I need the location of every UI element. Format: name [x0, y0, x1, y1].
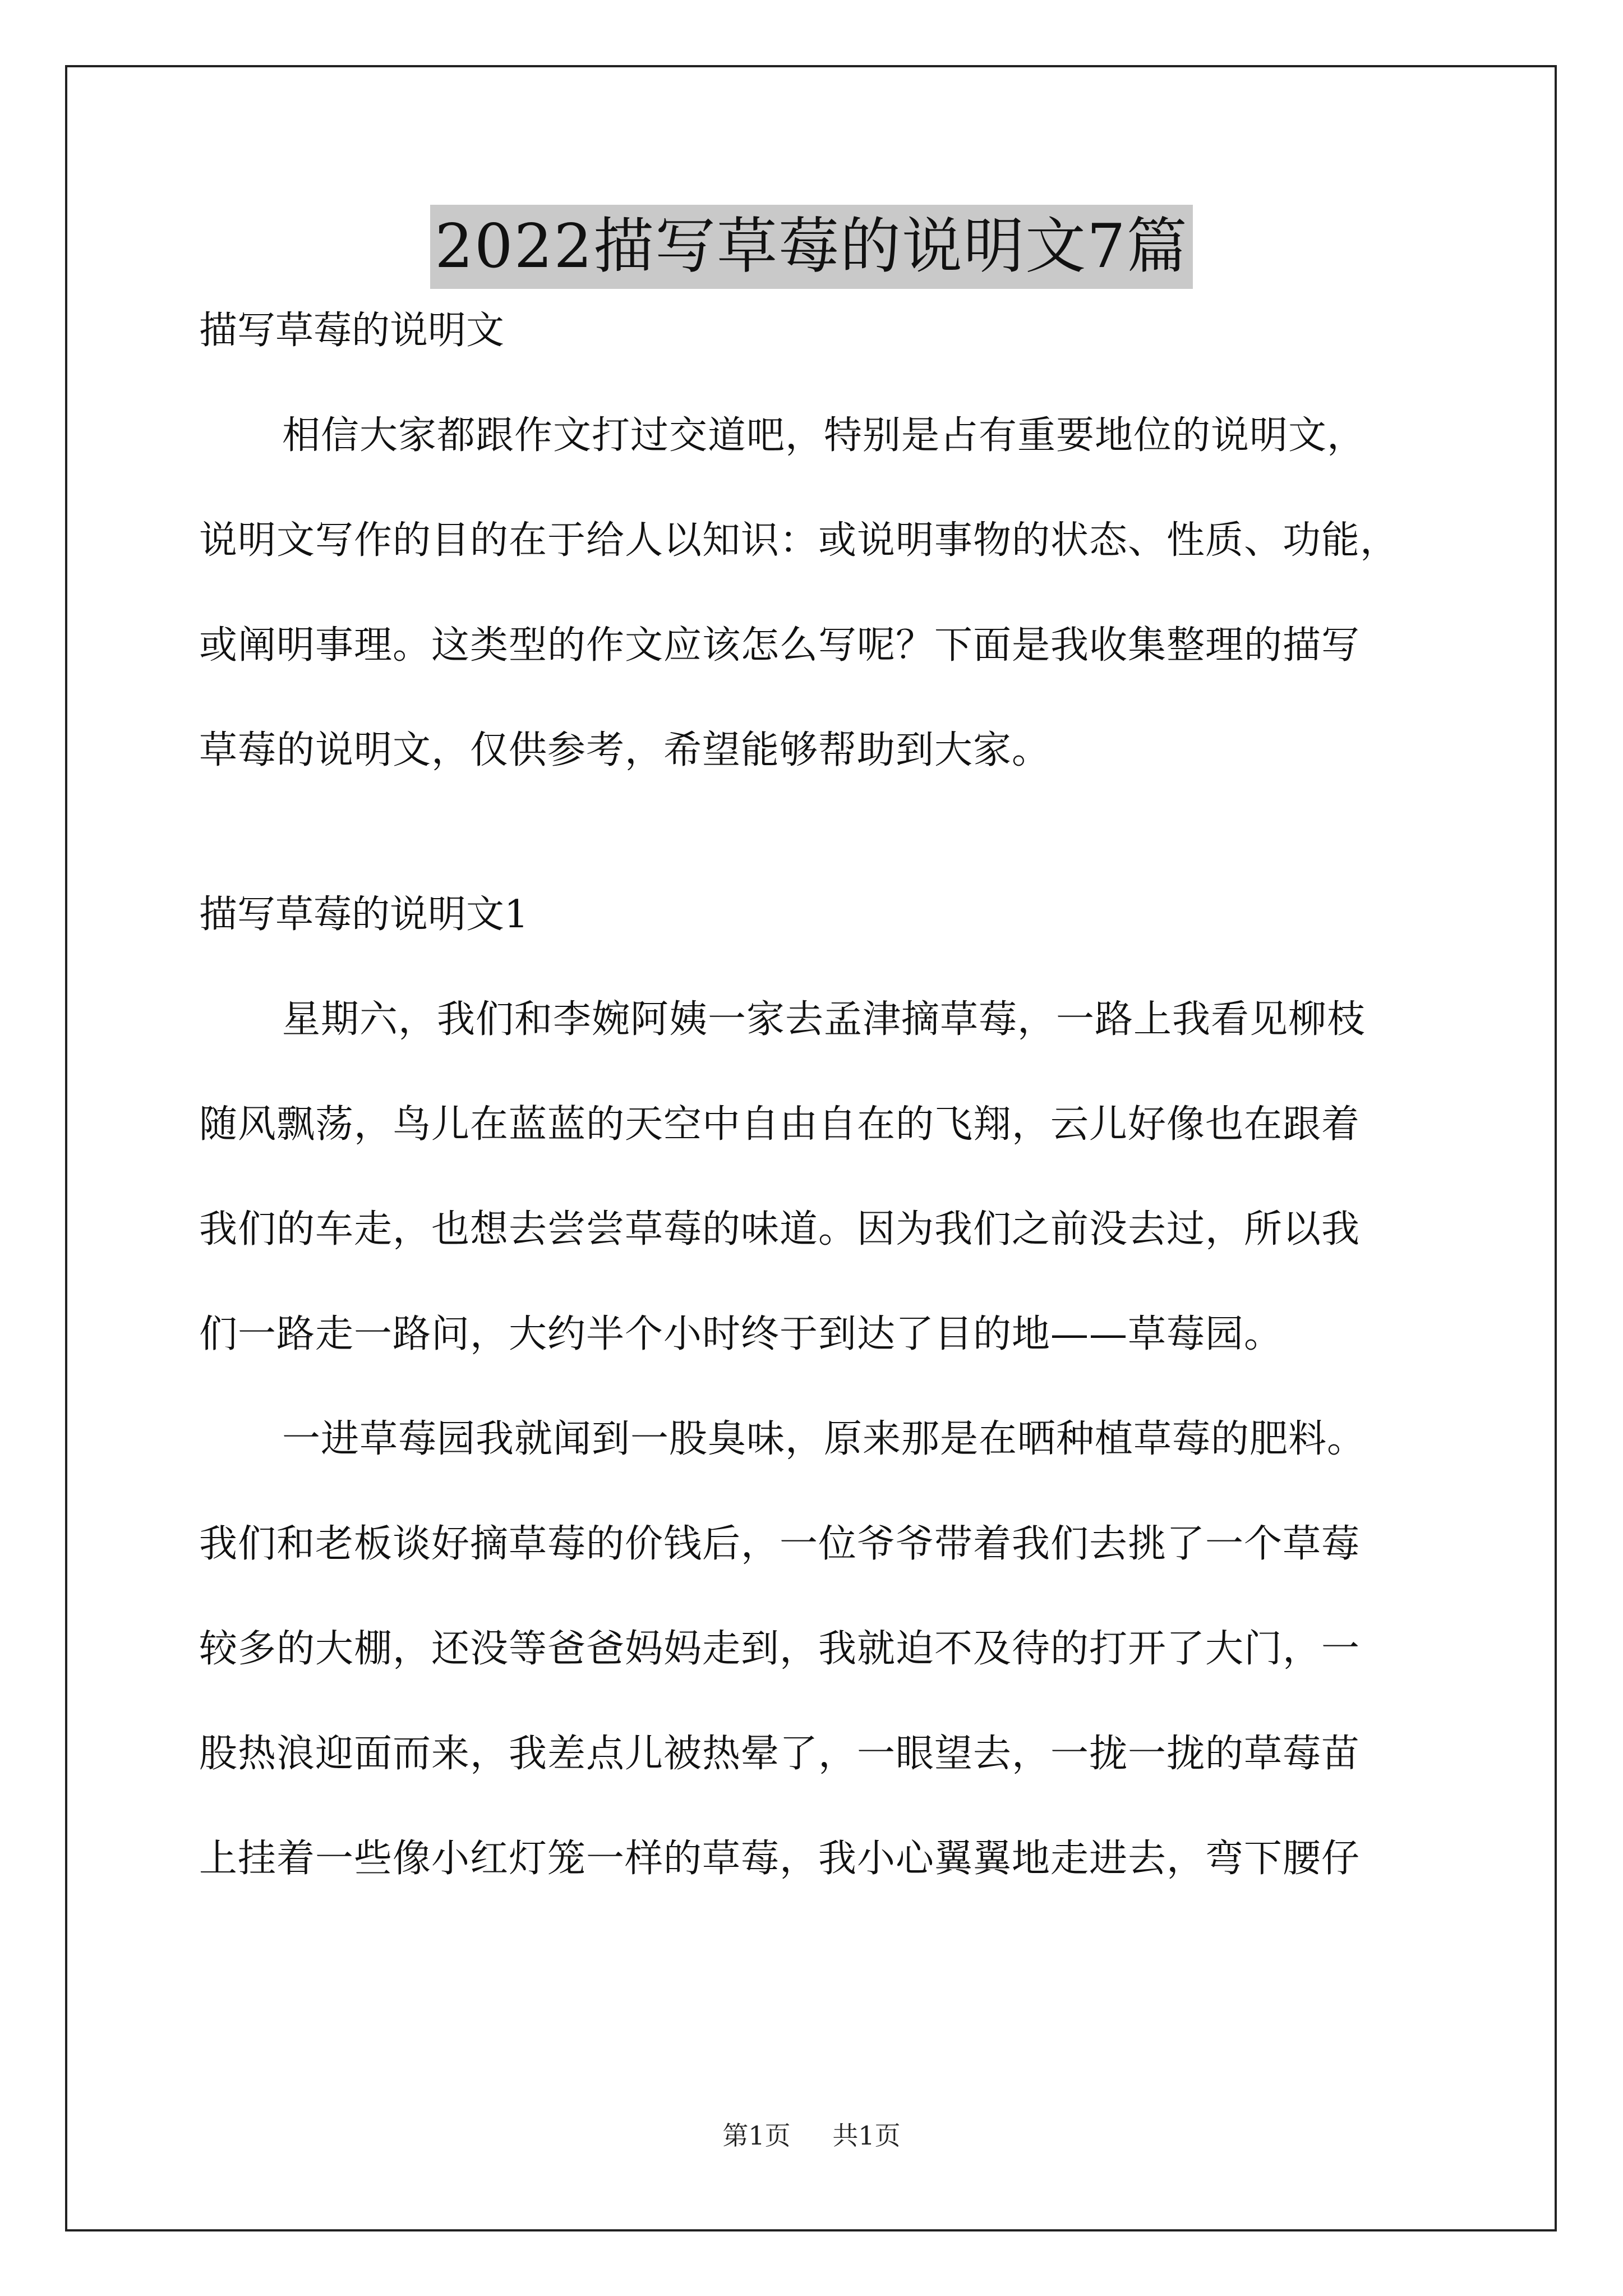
document-body [199, 303, 1467, 1936]
paragraph-line: 较多的大棚，还没等爸爸妈妈走到，我就迫不及待的打开了大门，一 [199, 1627, 1361, 1671]
intro-paragraph [199, 408, 1467, 779]
section1-paragraph-1 [199, 992, 1467, 1363]
paragraph-line: 草莓的说明文，仅供参考，希望能够帮助到大家。 [199, 728, 1051, 772]
document-title: 2022描写草莓的说明文7篇 [430, 205, 1193, 289]
intro-heading: 描写草莓的说明文 [199, 309, 505, 353]
page-number-total: 共1页 [832, 2120, 901, 2151]
page-number-current: 第1页 [722, 2120, 791, 2151]
paragraph-line: 我们和老板谈好摘草莓的价钱后，一位爷爷带着我们去挑了一个草莓 [199, 1522, 1361, 1566]
paragraph-line: 或阐明事理。这类型的作文应该怎么写呢？下面是我收集整理的描写 [199, 623, 1361, 668]
paragraph-line: 我们的车走，也想去尝尝草莓的味道。因为我们之前没去过，所以我 [199, 1207, 1361, 1251]
title-container [0, 205, 1623, 289]
paragraph-line: 相信大家都跟作文打过交道吧，特别是占有重要地位的说明文， [282, 413, 1366, 458]
paragraph-line: 说明文写作的目的在于给人以知识：或说明事物的状态、性质、功能， [199, 518, 1399, 563]
paragraph-line: 股热浪迎面而来，我差点儿被热晕了，一眼望去，一拢一拢的草莓苗 [199, 1732, 1361, 1776]
paragraph-line: 上挂着一些像小红灯笼一样的草莓，我小心翼翼地走进去，弯下腰仔 [199, 1837, 1361, 1881]
paragraph-line: 星期六，我们和李婉阿姨一家去孟津摘草莓，一路上我看见柳枝 [282, 997, 1366, 1042]
section1-paragraph-2 [199, 1411, 1467, 1887]
paragraph-line: 们一路走一路问，大约半个小时终于到达了目的地——草莓园。 [199, 1312, 1283, 1356]
page-footer [0, 2119, 1623, 2152]
paragraph-line: 随风飘荡，鸟儿在蓝蓝的天空中自由自在的飞翔，云儿好像也在跟着 [199, 1102, 1361, 1147]
section-heading: 描写草莓的说明文1 [199, 892, 529, 937]
paragraph-line: 一进草莓园我就闻到一股臭味，原来那是在晒种植草莓的肥料。 [282, 1417, 1366, 1461]
